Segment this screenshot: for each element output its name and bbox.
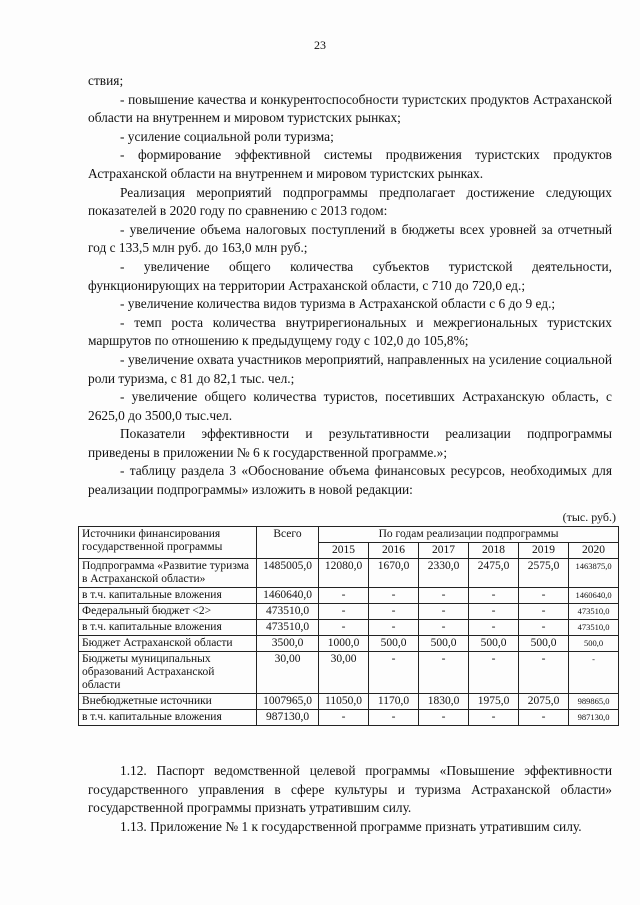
row-year-value: 473510,0 xyxy=(569,620,619,636)
paragraph: - усиление социальной роли туризма; xyxy=(120,128,334,144)
table-row xyxy=(79,604,619,620)
header-source: Источники финансирования государственной программы xyxy=(79,527,257,559)
paragraph: - формирование эффективной системы продвижения туристских продуктов Астраханской области на внутреннем и мировом туристских рынках. xyxy=(88,147,612,181)
financing-table-block xyxy=(78,510,618,726)
row-year-value: 500,0 xyxy=(519,636,569,652)
row-total: 473510,0 xyxy=(257,620,319,636)
row-label: в т.ч. капитальные вложения xyxy=(79,588,257,604)
row-year-value: 1460640,0 xyxy=(569,588,619,604)
row-year-value: - xyxy=(419,588,469,604)
paragraph: - повышение качества и конкурентоспособности туристских продуктов Астраханской области на внутреннем и мировом туристских рынках; xyxy=(88,91,612,126)
header-year: 2020 xyxy=(569,543,619,559)
row-year-value: 11050,0 xyxy=(319,694,369,710)
row-year-value: - xyxy=(519,604,569,620)
header-year: 2019 xyxy=(519,543,569,559)
row-year-value: 473510,0 xyxy=(569,604,619,620)
row-year-value: 1170,0 xyxy=(369,694,419,710)
header-year: 2016 xyxy=(369,543,419,559)
row-year-value: - xyxy=(369,588,419,604)
paragraph: - увеличение охвата участников мероприятий, направленных на усиление социальной роли туризма, с 81 до 82,1 тыс. чел.; xyxy=(88,351,612,386)
row-year-value: 2575,0 xyxy=(519,559,569,588)
row-total: 473510,0 xyxy=(257,604,319,620)
table-unit: (тыс. руб.) xyxy=(562,510,616,524)
row-total: 1007965,0 xyxy=(257,694,319,710)
row-year-value: 2330,0 xyxy=(419,559,469,588)
header-year: 2017 xyxy=(419,543,469,559)
row-year-value: - xyxy=(519,620,569,636)
header-year: 2015 xyxy=(319,543,369,559)
row-year-value: 1000,0 xyxy=(319,636,369,652)
table-row xyxy=(79,694,619,710)
row-total: 1460640,0 xyxy=(257,588,319,604)
row-year-value: - xyxy=(419,652,469,694)
row-label: Подпрограмма «Развитие туризма в Астраханской области» xyxy=(79,559,257,588)
row-year-value: 1975,0 xyxy=(469,694,519,710)
row-year-value: 1670,0 xyxy=(369,559,419,588)
row-year-value: 989865,0 xyxy=(569,694,619,710)
paragraph: Показатели эффективности и результативности реализации подпрограммы приведены в приложении № 6 к государственной программе.»; xyxy=(88,426,612,460)
row-year-value: - xyxy=(519,652,569,694)
paragraph: Реализация мероприятий подпрограммы предполагает достижение следующих показателей в 2020 году по сравнению с 2013 годом: xyxy=(88,184,612,219)
row-total: 1485005,0 xyxy=(257,559,319,588)
row-year-value: 12080,0 xyxy=(319,559,369,588)
row-year-value: 2475,0 xyxy=(469,559,519,588)
paragraph: - увеличение общего количества субъектов туристской деятельности, функционирующих на территории Астраханской области, с 710 до 720,0 ед.; xyxy=(88,258,612,293)
row-year-value: 987130,0 xyxy=(569,710,619,726)
table-row xyxy=(79,559,619,588)
table-row xyxy=(79,620,619,636)
closing-text xyxy=(88,762,612,836)
paragraph: - увеличение количества видов туризма в Астраханской области с 6 до 9 ед.; xyxy=(120,296,556,312)
paragraph: - темп роста количества внутрирегиональных и межрегиональных туристских маршрутов по отношению к предыдущему году с 102,0 до 105,8%; xyxy=(88,314,612,349)
row-year-value: - xyxy=(469,588,519,604)
row-label: Внебюджетные источники xyxy=(79,694,257,710)
row-year-value: - xyxy=(469,604,519,620)
financing-table xyxy=(78,526,619,726)
row-year-value: - xyxy=(319,620,369,636)
paragraph: - увеличение объема налоговых поступлений в бюджеты всех уровней за отчетный год с 133,5 млн руб. до 163,0 млн руб.; xyxy=(88,221,612,256)
row-year-value: - xyxy=(369,604,419,620)
row-year-value: 1830,0 xyxy=(419,694,469,710)
row-label: Федеральный бюджет <2> xyxy=(79,604,257,620)
body-text xyxy=(88,72,612,500)
header-year: 2018 xyxy=(469,543,519,559)
table-row xyxy=(79,652,619,694)
table-header-row xyxy=(79,527,619,543)
table-row xyxy=(79,588,619,604)
row-year-value: 500,0 xyxy=(419,636,469,652)
row-year-value: - xyxy=(419,710,469,726)
row-year-value: 500,0 xyxy=(369,636,419,652)
header-by-year: По годам реализации подпрограммы xyxy=(319,527,619,543)
row-year-value: - xyxy=(469,620,519,636)
row-year-value: - xyxy=(469,710,519,726)
table-row xyxy=(79,636,619,652)
row-label: Бюджет Астраханской области xyxy=(79,636,257,652)
paragraph: ствия; xyxy=(88,73,124,88)
row-label: Бюджеты муниципальных образований Астраханской области xyxy=(79,652,257,694)
paragraph: - увеличение общего количества туристов, посетивших Астраханскую область, с 2625,0 до 3500,0 тыс.чел. xyxy=(88,389,612,423)
row-total: 3500,0 xyxy=(257,636,319,652)
row-label: в т.ч. капитальные вложения xyxy=(79,710,257,726)
row-year-value: 1463875,0 xyxy=(569,559,619,588)
page-number: 23 xyxy=(314,38,326,52)
row-year-value: - xyxy=(519,588,569,604)
row-year-value: - xyxy=(469,652,519,694)
row-year-value: - xyxy=(369,652,419,694)
row-label: в т.ч. капитальные вложения xyxy=(79,620,257,636)
row-year-value: - xyxy=(419,604,469,620)
row-year-value: 500,0 xyxy=(569,636,619,652)
row-year-value: - xyxy=(419,620,469,636)
row-year-value: 500,0 xyxy=(469,636,519,652)
row-year-value: - xyxy=(569,652,619,694)
paragraph: - таблицу раздела 3 «Обоснование объема финансовых ресурсов, необходимых для реализации подпрограммы» изложить в новой редакции: xyxy=(88,463,612,498)
row-year-value: - xyxy=(319,604,369,620)
row-year-value: 30,00 xyxy=(319,652,369,694)
table-row xyxy=(79,710,619,726)
row-year-value: - xyxy=(369,710,419,726)
row-year-value: 2075,0 xyxy=(519,694,569,710)
row-total: 30,00 xyxy=(257,652,319,694)
row-year-value: - xyxy=(369,620,419,636)
row-year-value: - xyxy=(319,588,369,604)
row-year-value: - xyxy=(519,710,569,726)
paragraph: 1.13. Приложение № 1 к государственной программе признать утратившим силу. xyxy=(120,818,582,834)
row-year-value: - xyxy=(319,710,369,726)
header-total: Всего xyxy=(257,527,319,559)
row-total: 987130,0 xyxy=(257,710,319,726)
paragraph: 1.12. Паспорт ведомственной целевой программы «Повышение эффективности государственного управления в сфере культуры и туризма Астраханской области» государственной программы признать утратившим силу. xyxy=(88,763,612,816)
